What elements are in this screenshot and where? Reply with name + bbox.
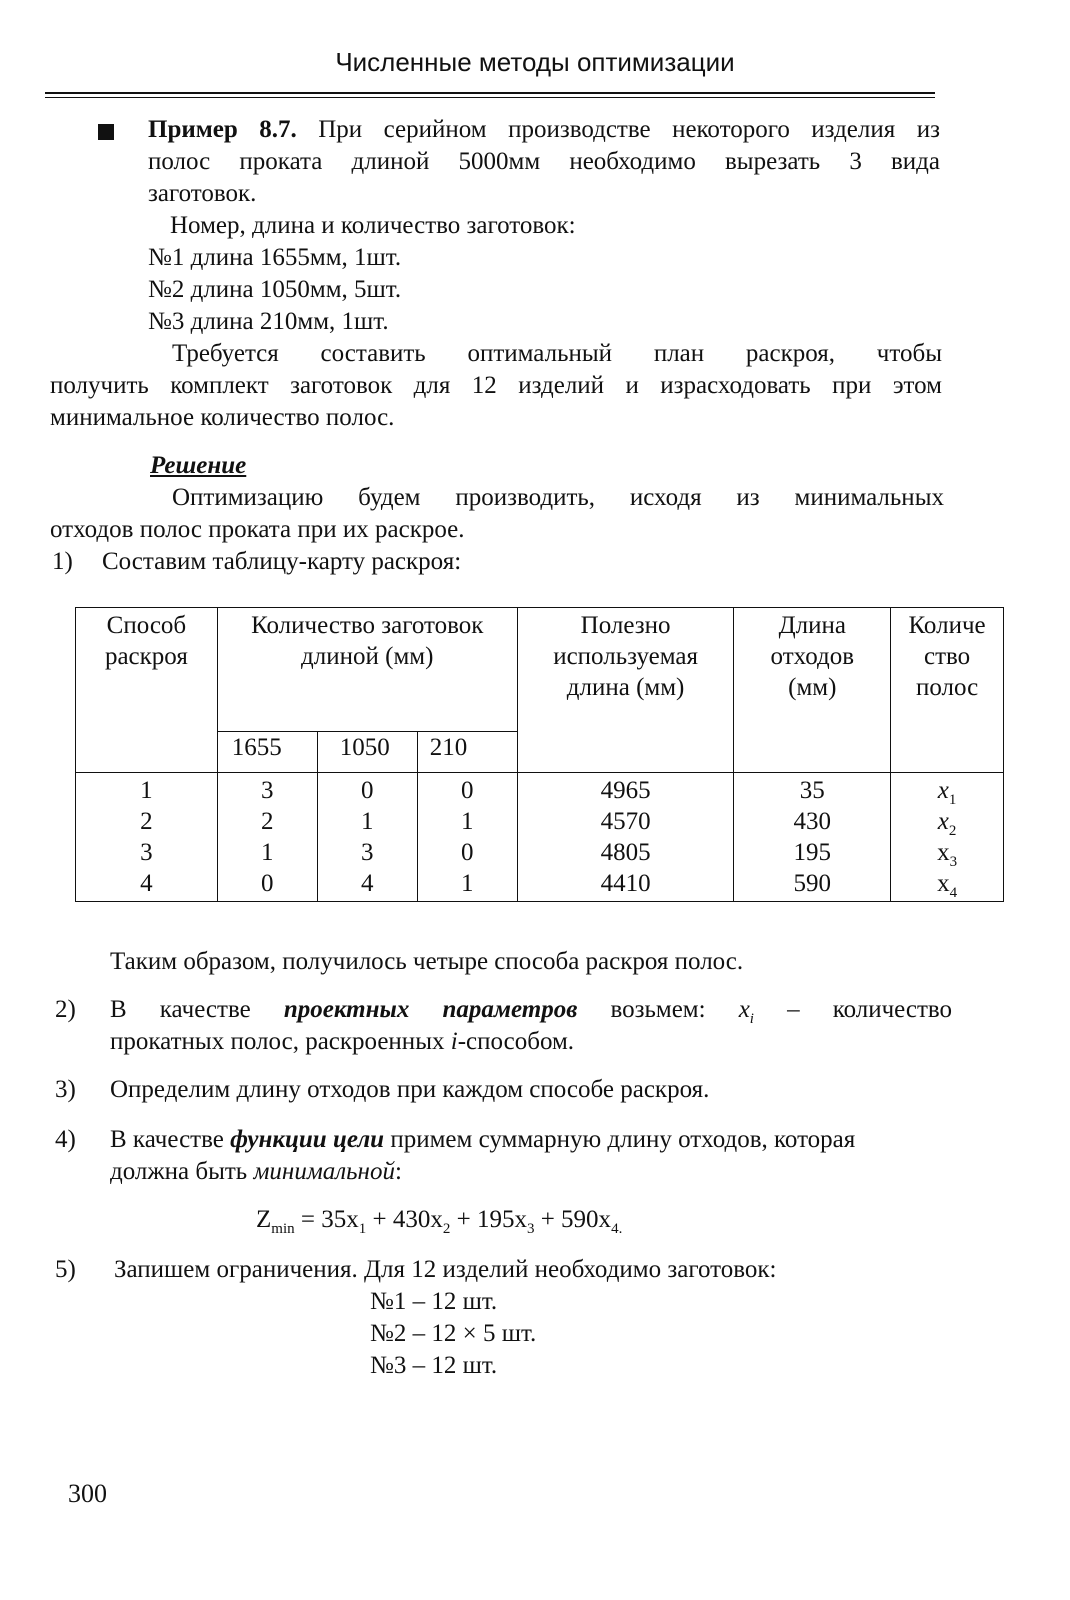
header-strip-count: Количе ство полос [891, 608, 1004, 773]
step1-number: 1) [52, 548, 73, 575]
table-row: 4 0 4 1 4410 590 $x_4$ [76, 868, 1004, 902]
table-row: 2 2 1 1 4570 430 $x_2$ [76, 806, 1004, 837]
objective-formula: $Z_{min} = 35x_1 + 430x_2 + 195x_3 + 590x_{4.}$ [256, 1206, 623, 1237]
example-line-2: полос проката длиной 5000мм необходимо вырезать 3 вида [148, 148, 940, 175]
step5-number: 5) [55, 1256, 76, 1283]
constraint-1: №1 – 12 шт. [370, 1288, 498, 1315]
step3-text: Определим длину отходов при каждом способе раскроя. [110, 1076, 710, 1103]
header-count: Количество заготовок длиной (мм) [217, 608, 517, 732]
blank-item-3: №3 длина 210мм, 1шт. [148, 308, 389, 335]
example-text: При серийном производстве некоторого изделия из [318, 116, 940, 143]
header-rule-thin [45, 97, 935, 98]
subheader-210: 210 [417, 732, 517, 773]
requirement-line-3: минимальное количество полос. [50, 404, 395, 431]
subheader-1655: 1655 [217, 732, 317, 773]
solution-title: Решение [150, 452, 247, 479]
requirement-line-1: Требуется составить оптимальный план раскроя, чтобы [172, 340, 942, 367]
table-row: 1 3 0 0 4965 35 $x_1$ [76, 773, 1004, 807]
list-title: Номер, длина и количество заготовок: [170, 212, 576, 239]
after-table-text: Таким образом, получилось четыре способа раскроя полос. [110, 948, 744, 975]
bullet-square-icon [98, 124, 114, 140]
step4-number: 4) [55, 1126, 76, 1153]
step4-line-2: должна быть минимальной: [110, 1158, 402, 1185]
blank-item-2: №2 длина 1050мм, 5шт. [148, 276, 402, 303]
solution-line-1: Оптимизацию будем производить, исходя из минимальных [172, 484, 944, 511]
example-line-3: заготовок. [148, 180, 257, 207]
requirement-line-2: получить комплект заготовок для 12 изделий и израсходовать при этом [50, 372, 942, 399]
header-waste-length: Длина отходов (мм) [734, 608, 891, 773]
solution-line-2: отходов полос проката при их раскрое. [50, 516, 465, 543]
step2-line-2: прокатных полос, раскроенных i-способом. [110, 1028, 575, 1055]
header-method: Способ раскроя [76, 608, 218, 773]
header-useful-length: Полезно используемая длина (мм) [517, 608, 734, 773]
step2-line-1: В качестве проектных параметров возьмем: $x_i$ – количество [110, 996, 953, 1027]
header-rule [45, 92, 935, 94]
example-label: Пример 8.7. [148, 116, 297, 143]
step3-number: 3) [55, 1076, 76, 1103]
example-line-1 [148, 114, 940, 146]
table-row: 3 1 3 0 4805 195 $x_3$ [76, 837, 1004, 868]
cutting-map-table [75, 607, 1004, 902]
step5-text: Запишем ограничения. Для 12 изделий необходимо заготовок: [114, 1256, 777, 1283]
constraint-2: №2 – 12 × 5 шт. [370, 1320, 537, 1347]
subheader-1050: 1050 [317, 732, 417, 773]
constraint-3: №3 – 12 шт. [370, 1352, 498, 1379]
step1-text: Составим таблицу-карту раскроя: [102, 548, 462, 575]
blank-item-1: №1 длина 1655мм, 1шт. [148, 244, 402, 271]
running-header: Численные методы оптимизации [335, 47, 735, 77]
page-number: 300 [68, 1479, 107, 1508]
step4-line-1: В качестве функции цели примем суммарную длину отходов, которая [110, 1126, 856, 1153]
step2-number: 2) [55, 996, 76, 1023]
